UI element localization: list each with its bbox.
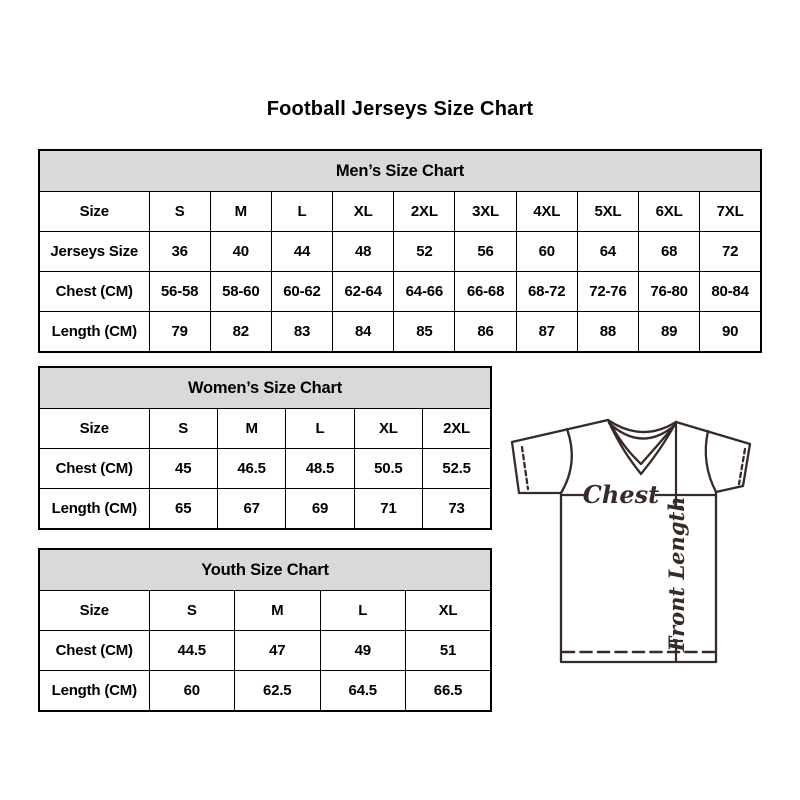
jersey-diagram-svg (505, 399, 780, 694)
column-header: S (149, 409, 217, 449)
table-section-title: Youth Size Chart (39, 549, 491, 591)
table-cell: 72 (700, 232, 761, 272)
table-cell: 56-58 (149, 272, 210, 312)
table-cell: 51 (406, 631, 492, 671)
front-length-label: Front Length (664, 496, 689, 652)
row-label: Length (CM) (39, 489, 149, 530)
right-armhole-seam (706, 431, 716, 492)
column-header: M (235, 591, 321, 631)
table-section-title: Men’s Size Chart (39, 150, 761, 192)
youth-size-table (38, 548, 492, 712)
table-cell: 65 (149, 489, 217, 530)
jersey-measurement-diagram (505, 399, 780, 694)
table-cell: 44.5 (149, 631, 235, 671)
table-cell: 66.5 (406, 671, 492, 712)
column-header: XL (406, 591, 492, 631)
table-cell: 89 (639, 312, 700, 353)
table-cell: 76-80 (639, 272, 700, 312)
table-cell: 88 (577, 312, 638, 353)
table-cell: 52 (394, 232, 455, 272)
table-cell: 85 (394, 312, 455, 353)
column-header: M (217, 409, 285, 449)
mens-size-table (38, 149, 762, 353)
row-label: Chest (CM) (39, 272, 149, 312)
left-armhole-seam (561, 429, 572, 493)
column-header: 4XL (516, 192, 577, 232)
chest-label: Chest (582, 480, 660, 509)
table-row (39, 312, 761, 353)
column-header: 2XL (394, 192, 455, 232)
column-header: Size (39, 591, 149, 631)
table-cell: 48.5 (286, 449, 354, 489)
column-header: S (149, 192, 210, 232)
table-cell: 64 (577, 232, 638, 272)
table-cell: 46.5 (217, 449, 285, 489)
table-cell: 62-64 (333, 272, 394, 312)
table-cell: 87 (516, 312, 577, 353)
table-cell: 50.5 (354, 449, 422, 489)
row-label: Length (CM) (39, 671, 149, 712)
page-title: Football Jerseys Size Chart (266, 98, 534, 120)
womens-size-table (38, 366, 492, 530)
table-cell: 69 (286, 489, 354, 530)
column-header: 5XL (577, 192, 638, 232)
column-header: Size (39, 192, 149, 232)
table-row (39, 272, 761, 312)
table-cell: 73 (423, 489, 491, 530)
table-cell: 56 (455, 232, 516, 272)
column-header: M (210, 192, 271, 232)
table-cell: 36 (149, 232, 210, 272)
table-cell: 71 (354, 489, 422, 530)
table-cell: 40 (210, 232, 271, 272)
table-cell: 68 (639, 232, 700, 272)
column-header: 2XL (423, 409, 491, 449)
table-cell: 83 (271, 312, 332, 353)
table-cell: 49 (320, 631, 406, 671)
table-cell: 60-62 (271, 272, 332, 312)
table-cell: 86 (455, 312, 516, 353)
table-cell: 90 (700, 312, 761, 353)
table-cell: 84 (333, 312, 394, 353)
column-header: Size (39, 409, 149, 449)
column-header: 6XL (639, 192, 700, 232)
table-cell: 52.5 (423, 449, 491, 489)
table-cell: 80-84 (700, 272, 761, 312)
table-row (39, 489, 491, 530)
table-cell: 64.5 (320, 671, 406, 712)
table-row (39, 449, 491, 489)
column-header: S (149, 591, 235, 631)
row-label: Length (CM) (39, 312, 149, 353)
left-cuff-dashed-line (522, 447, 528, 489)
column-header: L (286, 409, 354, 449)
table-row (39, 631, 491, 671)
table-cell: 62.5 (235, 671, 321, 712)
column-header: 7XL (700, 192, 761, 232)
row-label: Chest (CM) (39, 631, 149, 671)
table-cell: 82 (210, 312, 271, 353)
column-header: XL (354, 409, 422, 449)
table-cell: 60 (516, 232, 577, 272)
table-cell: 68-72 (516, 272, 577, 312)
table-cell: 60 (149, 671, 235, 712)
table-cell: 66-68 (455, 272, 516, 312)
jersey-outline (512, 420, 750, 662)
table-cell: 64-66 (394, 272, 455, 312)
table-cell: 67 (217, 489, 285, 530)
column-header: L (271, 192, 332, 232)
table-cell: 47 (235, 631, 321, 671)
row-label: Chest (CM) (39, 449, 149, 489)
table-cell: 58-60 (210, 272, 271, 312)
table-row (39, 232, 761, 272)
column-header: L (320, 591, 406, 631)
table-cell: 72-76 (577, 272, 638, 312)
table-cell: 79 (149, 312, 210, 353)
row-label: Jerseys Size (39, 232, 149, 272)
column-header: 3XL (455, 192, 516, 232)
table-cell: 44 (271, 232, 332, 272)
table-row (39, 671, 491, 712)
table-section-title: Women’s Size Chart (39, 367, 491, 409)
column-header: XL (333, 192, 394, 232)
table-cell: 45 (149, 449, 217, 489)
table-cell: 48 (333, 232, 394, 272)
